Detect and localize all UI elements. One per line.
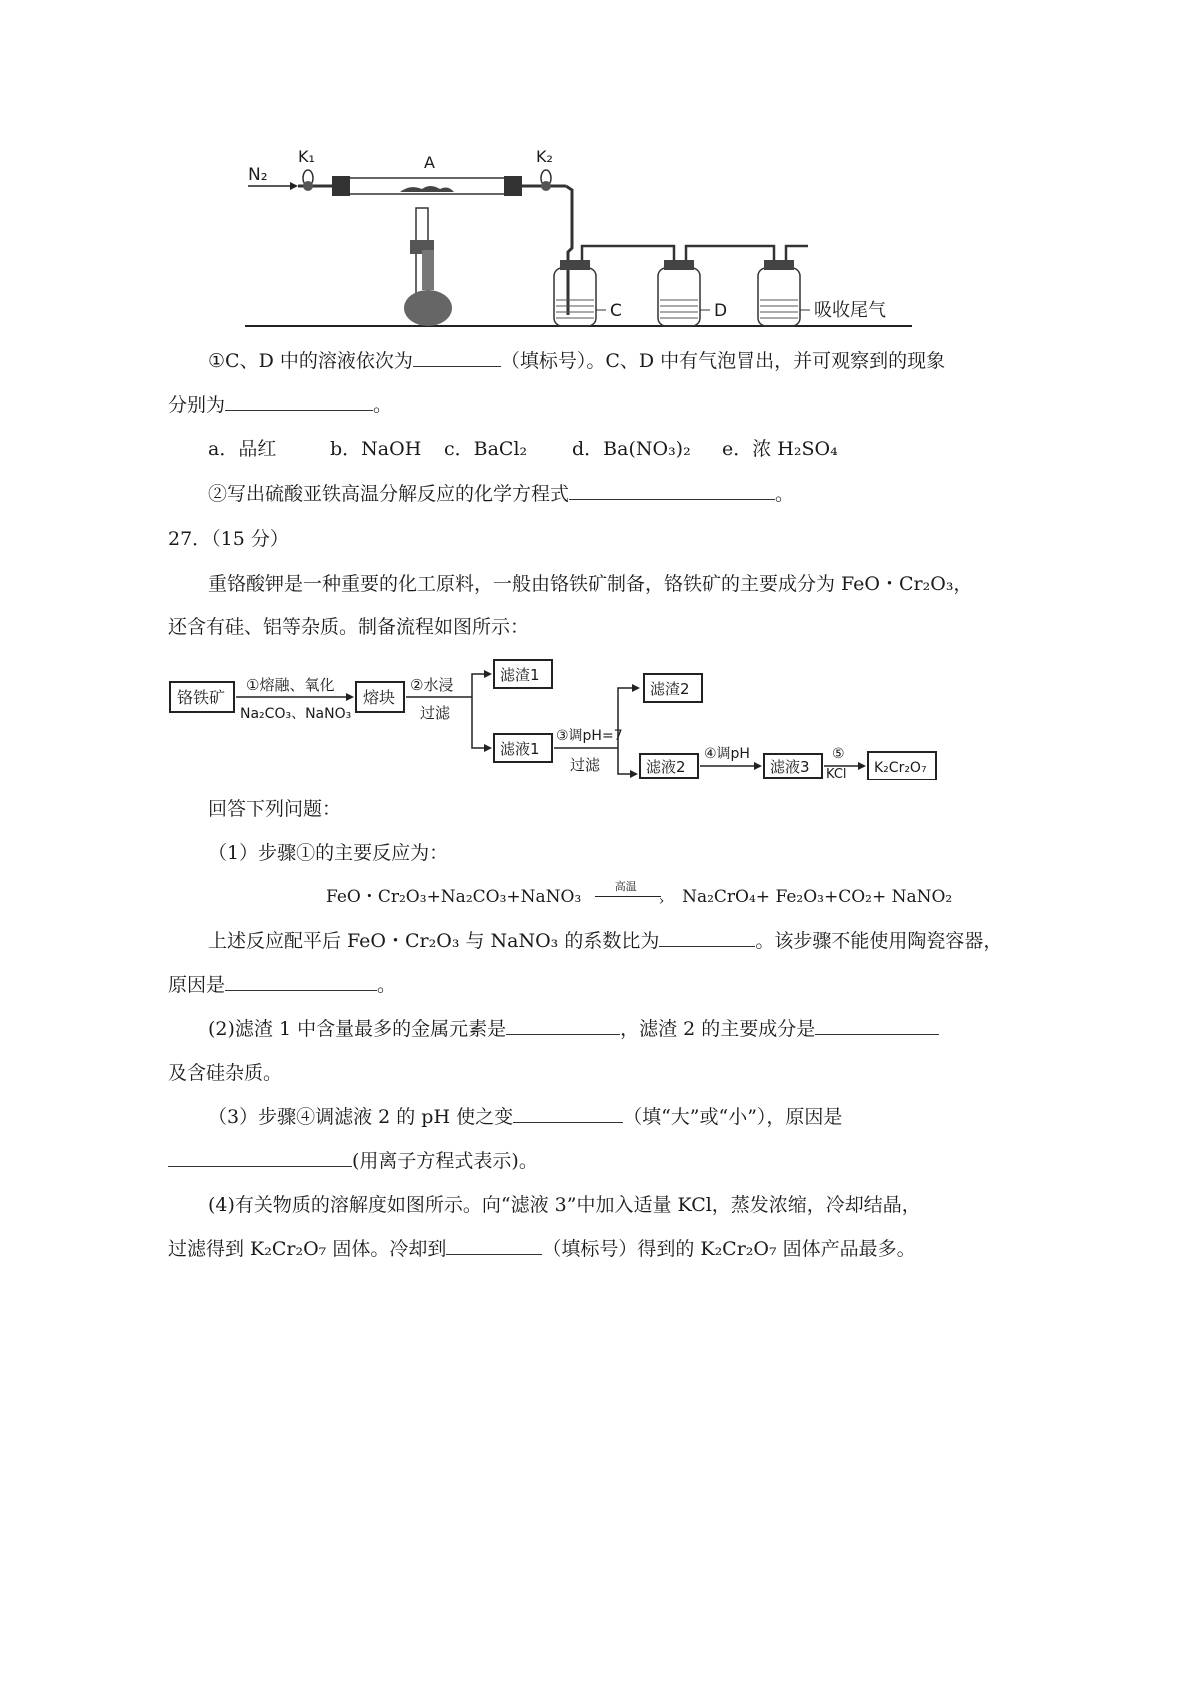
q27-p4-line1: (4)有关物质的溶解度如图所示。向“滤液 3”中加入适量 KCl，蒸发浓缩，冷却结晶， xyxy=(208,1194,921,1216)
pipe-c-to-d xyxy=(582,246,674,270)
stopper-right xyxy=(504,176,522,196)
q26-blank-equation[interactable] xyxy=(569,481,775,500)
equation-right: Na₂CrO₄+ Fe₂O₃+CO₂+ NaNO₂ xyxy=(682,887,953,907)
q27-p3-line1 xyxy=(208,1104,842,1130)
tail-bottle-stopper xyxy=(764,260,794,270)
k2-valve-body xyxy=(541,181,551,191)
q27-blank-reason[interactable] xyxy=(225,972,377,991)
box-residue2-label: 滤渣2 xyxy=(650,680,690,698)
tail-gas-label: 吸收尾气 xyxy=(814,300,886,321)
q27-p1-line2 xyxy=(168,972,396,998)
q27-p3-text-a: （3）步骤④调滤液 2 的 pH 使之变 xyxy=(208,1106,514,1128)
step5-sub: KCl xyxy=(826,767,847,780)
q27-p4-line2 xyxy=(168,1236,916,1262)
tail-bottle-liquid xyxy=(760,300,798,318)
arrowhead-step4 xyxy=(754,762,762,770)
q27-blank-ionic-equation[interactable] xyxy=(168,1148,352,1167)
box-filtrate1-label: 滤液1 xyxy=(500,740,540,758)
q27-p1-text-a: 上述反应配平后 FeO・Cr₂O₃ 与 NaNO₃ 的系数比为 xyxy=(208,930,660,952)
k1-label: K₁ xyxy=(298,147,315,166)
arrowhead-residue2 xyxy=(632,684,640,692)
bottle-d-stopper xyxy=(664,260,694,270)
box-residue1-label: 滤渣1 xyxy=(500,666,540,684)
q27-number: 27．（15 分） xyxy=(168,528,289,550)
step1-label: ①熔融、氧化 xyxy=(246,676,335,694)
q27-p4-text-c: （填标号）得到的 K₂Cr₂O₇ 固体产品最多。 xyxy=(542,1238,916,1260)
q27-intro-line1: 重铬酸钾是一种重要的化工原料，一般由铬铁矿制备，铬铁矿的主要成分为 FeO・Cr₂O₃， xyxy=(208,573,973,595)
q27-p4-text-b: 过滤得到 K₂Cr₂O₇ 固体。冷却到 xyxy=(168,1238,447,1260)
q26-part1-end: 。 xyxy=(373,394,393,416)
q27-p1-text-c: 原因是 xyxy=(168,974,226,996)
q27-p2-text-a: (2)滤渣 1 中含量最多的金属元素是 xyxy=(208,1018,507,1040)
q26-part2-end: 。 xyxy=(775,483,795,505)
process-flow-chart xyxy=(166,654,956,780)
q27-blank-residue2[interactable] xyxy=(815,1016,939,1035)
q27-intro-line2: 还含有硅、铝等杂质。制备流程如图所示： xyxy=(168,616,530,638)
bottle-d-label: D xyxy=(714,301,728,321)
equation-arrow-shaft xyxy=(595,896,661,897)
box-product-label: K₂Cr₂O₇ xyxy=(874,760,927,776)
q27-answer-prompt: 回答下列问题： xyxy=(208,798,342,820)
option-e: e．浓 H₂SO₄ xyxy=(722,438,838,460)
q27-blank-ratio[interactable] xyxy=(659,928,755,947)
step3-label: ③调pH=7 xyxy=(556,728,623,744)
q26-options xyxy=(208,436,838,462)
bottle-c-label: C xyxy=(610,301,622,321)
apparatus-figure xyxy=(240,140,920,340)
q27-p3-text-c: (用离子方程式表示)。 xyxy=(352,1150,538,1172)
q26-blank-phenomena[interactable] xyxy=(225,392,373,411)
equation-arrow xyxy=(595,880,669,909)
equation-left: FeO・Cr₂O₃+Na₂CO₃+NaNO₃ xyxy=(326,887,582,907)
option-b: b．NaOH xyxy=(330,438,422,460)
q27-equation xyxy=(326,880,953,910)
box-filtrate3-label: 滤液3 xyxy=(770,758,810,776)
option-d: d．Ba(NO₃)₂ xyxy=(572,438,691,460)
box-melt-label: 熔块 xyxy=(363,688,396,707)
q26-part1-text-a: ①C、D 中的溶液依次为 xyxy=(208,350,413,372)
arrowhead-filtrate2 xyxy=(630,770,638,778)
q27-p1-title: （1）步骤①的主要反应为： xyxy=(208,842,449,864)
q27-p3-text-b: （填“大”或“小”），原因是 xyxy=(623,1106,843,1128)
q27-blank-metal[interactable] xyxy=(506,1016,620,1035)
q27-blank-ph-direction[interactable] xyxy=(513,1104,623,1123)
burner xyxy=(404,290,452,326)
step2-label: ②水浸 xyxy=(410,676,454,694)
q26-part1-line1 xyxy=(208,348,945,374)
bottle-c-stopper xyxy=(560,260,590,270)
q27-p1-line1 xyxy=(208,928,1002,954)
q26-part2 xyxy=(208,481,794,507)
q26-part1-text-c: 分别为 xyxy=(168,394,226,416)
n2-label: N₂ xyxy=(248,165,268,185)
delivery-tube xyxy=(566,186,572,315)
step1-reagents: Na₂CO₃、NaNO₃ xyxy=(240,706,352,722)
q27-blank-temperature[interactable] xyxy=(446,1236,542,1255)
q27-p1-text-b: 。该步骤不能使用陶瓷容器， xyxy=(755,930,1003,952)
branch-step2 xyxy=(472,674,484,748)
q27-p2-text-b: ，滤渣 2 的主要成分是 xyxy=(620,1018,816,1040)
step3-sub: 过滤 xyxy=(570,756,601,774)
step5-label: ⑤ xyxy=(832,746,845,762)
q26-part1-text-b: （填标号）。C、D 中有气泡冒出，并可观察到的现象 xyxy=(500,350,946,372)
arrowhead-step1 xyxy=(346,693,354,701)
option-a: a．品红 xyxy=(208,438,277,460)
box-ore-label: 铬铁矿 xyxy=(177,688,226,707)
q27-p2-line2: 及含硅杂质。 xyxy=(168,1062,283,1084)
bottle-c xyxy=(554,268,596,326)
solid-sample xyxy=(400,186,454,192)
step2-sub: 过滤 xyxy=(420,704,451,722)
equation-arrow-head: › xyxy=(658,893,665,909)
k1-valve-body xyxy=(303,181,313,191)
box-filtrate2-label: 滤液2 xyxy=(646,758,686,776)
tail-bottle xyxy=(758,268,800,326)
arrowhead-step5 xyxy=(858,762,866,770)
step4-label: ④调pH xyxy=(704,746,750,762)
arrowhead-filtrate1 xyxy=(484,744,492,752)
n2-arrowhead xyxy=(290,182,298,190)
bottle-d-liquid xyxy=(660,300,698,318)
q27-p2-line1 xyxy=(208,1016,939,1042)
burner-neck xyxy=(422,250,434,290)
q27-p3-line2 xyxy=(168,1148,538,1174)
q26-part2-text: ②写出硫酸亚铁高温分解反应的化学方程式 xyxy=(208,483,570,505)
q26-blank-solutions[interactable] xyxy=(413,348,501,367)
q27-p1-end: 。 xyxy=(377,974,397,996)
pipe-d-to-tail xyxy=(686,246,774,270)
q26-part1-line2 xyxy=(168,392,392,418)
k2-label: K₂ xyxy=(536,147,553,166)
option-c: c．BaCl₂ xyxy=(444,438,528,460)
equation-condition: 高温 xyxy=(614,880,637,893)
bottle-c-liquid xyxy=(556,300,594,318)
bottle-d xyxy=(658,268,700,326)
tube-a-label: A xyxy=(424,153,435,172)
arrowhead-residue1 xyxy=(484,670,492,678)
